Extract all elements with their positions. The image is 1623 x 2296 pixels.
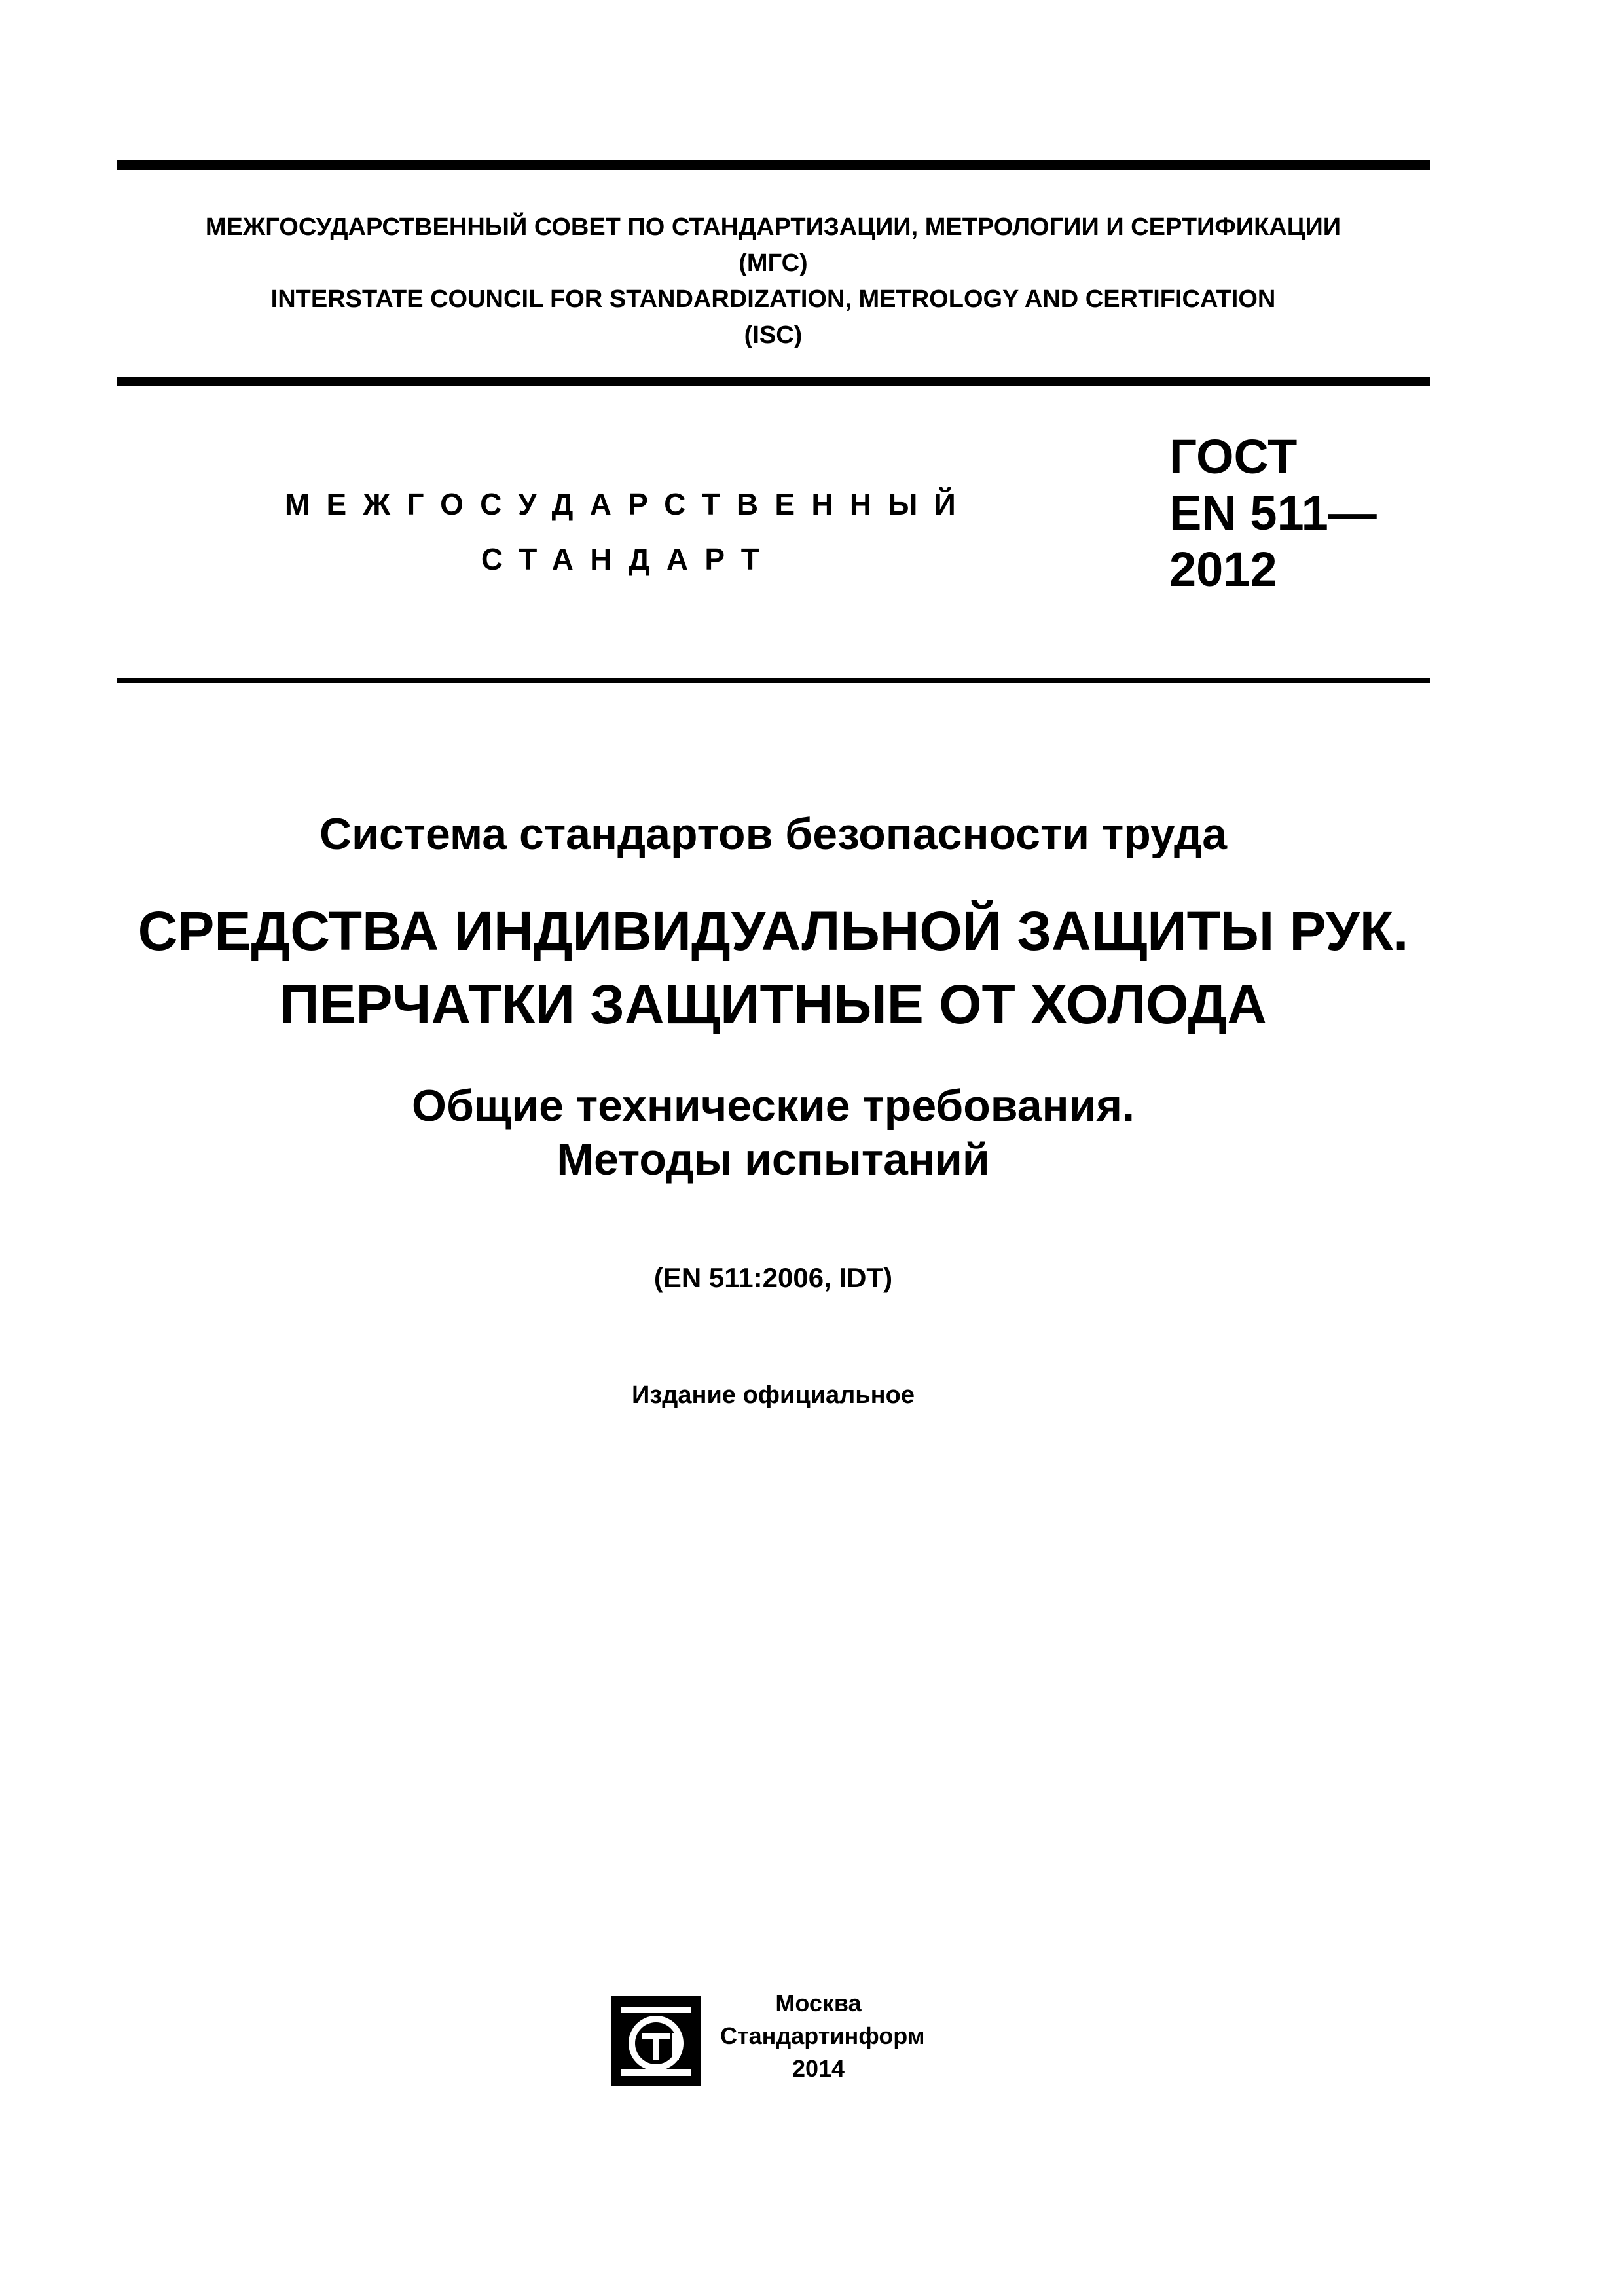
- sub-title-line1: Общие технические требования.: [412, 1081, 1135, 1131]
- designation-line3: 2012: [1169, 542, 1277, 596]
- series-title: Система стандартов безопасности труда: [319, 809, 1228, 859]
- standard-kind-line1: МЕЖГОСУДАРСТВЕННЫЙ: [284, 487, 973, 521]
- council-header: [117, 210, 1430, 354]
- section-rule: [117, 678, 1430, 683]
- edition-note: Издание официальное: [632, 1381, 915, 1409]
- publisher-block: [720, 1987, 925, 2085]
- council-abbr-ru: (МГС): [739, 249, 808, 277]
- designation-line1: ГОСТ: [1169, 429, 1298, 484]
- publisher-city: Москва: [775, 1990, 862, 2016]
- council-abbr-en: (ISC): [744, 321, 803, 349]
- reference-standard: (EN 511:2006, IDT): [653, 1262, 893, 1293]
- council-name-en: INTERSTATE COUNCIL FOR STANDARDIZATION, METROLOGY AND CERTIFICATION: [270, 285, 1276, 313]
- standard-designation: [1169, 429, 1377, 598]
- standard-kind-line2: СТАНДАРТ: [481, 542, 776, 576]
- standard-kind: [262, 477, 995, 587]
- main-title-line1: СРЕДСТВА ИНДИВИДУАЛЬНОЙ ЗАЩИТЫ РУК.: [137, 900, 1409, 962]
- sub-title-line2: Методы испытаний: [556, 1135, 990, 1184]
- title-block: [117, 805, 1430, 1412]
- main-title-line2: ПЕРЧАТКИ ЗАЩИТНЫЕ ОТ ХОЛОДА: [280, 974, 1267, 1035]
- council-name-ru: МЕЖГОСУДАРСТВЕННЫЙ СОВЕТ ПО СТАНДАРТИЗАЦИИ, МЕТРОЛОГИИ И СЕРТИФИКАЦИИ: [205, 213, 1341, 241]
- standartinform-logo-icon: [608, 1994, 704, 2089]
- top-rule: [117, 160, 1430, 170]
- sub-title: [117, 1079, 1430, 1186]
- main-title: [117, 894, 1430, 1041]
- header-rule: [117, 377, 1430, 386]
- publisher-name: Стандартинформ: [720, 2022, 925, 2049]
- designation-line2: EN 511—: [1169, 486, 1377, 540]
- publisher-year: 2014: [792, 2055, 845, 2082]
